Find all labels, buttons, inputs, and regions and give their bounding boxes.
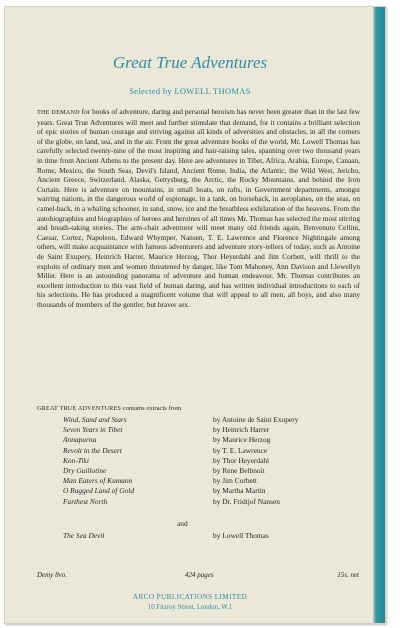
contents-author: by Lowell Thomas: [213, 530, 269, 540]
contents-title: Kon-Tiki: [63, 455, 89, 465]
blurb-paragraph: [37, 107, 360, 309]
contents-row: [63, 466, 363, 476]
contents-title: Annapurna: [63, 435, 97, 445]
contents-author: by Martha Martin: [213, 486, 266, 496]
contents-author: by Maurice Herzog: [213, 435, 271, 445]
contents-list: [63, 415, 363, 507]
contents-row: [63, 530, 363, 540]
jacket-spine-edge: [373, 7, 386, 623]
contents-row: [63, 415, 363, 425]
contents-title: Revolt in the Desert: [63, 445, 122, 455]
publisher-address: 10 Fitzroy Street, London, W.1: [147, 604, 233, 611]
book-price: 15s. net: [337, 571, 359, 579]
contents-author: by Heinrich Harrer: [213, 425, 270, 435]
contents-heading-rest: contains extracts from: [121, 405, 182, 412]
contents-title: O Rugged Land of Gold: [63, 486, 135, 496]
contents-title: Seven Years in Tibet: [63, 425, 123, 435]
editor-byline: Selected by LOWELL THOMAS: [129, 86, 251, 96]
contents-row: [63, 486, 363, 496]
contents-author: by Rene Belbnoit: [213, 466, 265, 476]
contents-title: The Sea Devil: [63, 530, 105, 540]
book-jacket-back: [4, 6, 386, 624]
book-format: Demy 8vo.: [37, 571, 67, 579]
contents-row: [63, 446, 363, 456]
contents-author: by Antoine de Saint Exupery: [213, 415, 299, 424]
contents-and: and: [177, 519, 188, 528]
contents-heading: [37, 405, 181, 412]
publisher-name: ARCO PUBLICATIONS LIMITED: [132, 593, 248, 601]
contents-title: Man Eaters of Kumaon: [63, 476, 133, 486]
contents-author: by Jim Corbett: [213, 476, 257, 486]
contents-row: [63, 476, 363, 486]
contents-row: [63, 435, 363, 445]
blurb-lead: THE DEMAND: [37, 109, 80, 116]
contents-title: Farthest North: [63, 496, 108, 506]
blurb-text: for books of adventure, daring and personal heroism has never been greater than in the last few years. Great True Adventures will meet and further stimulate that demand, for it contains a brilliant selection of epic stories of human courage and striving against all kinds of adversities and obstacles, in all the corners of the globe, on land, sea, and in the air. From the great adventure books of the world, Mr. Lowell Thomas has carefully selected twenty-nine of the most inspiring and hair-raising tales, spanning over two thousand years in time from Ancient Athens to the present day. Here are adventures in Tibet, Africa, Arabia, Europe, Canaan, Rome, Mexico, the South Seas, Devil's Island, Ancient Rome, India, the Atlantic, the Wild West, Jericho, Ancient Greece, Switzerland, Alaska, Gettysburg, the Arctic, the Rocky Mountains, and behind the Iron Curtain. Here is adventure on mountains, in small boats, on rafts, in Government departments, amongst warring nations, in the dangerous world of espionage, in a tank, on horseback, in aeroplanes, on the seas, on camel-back, in a whaling schooner, in sand, snow, ice and the breathless exhilaration of the heavens. From the autobiographies and biographies of heroes and heroines of all times Mr. Thomas has selected the most stirring and breath-taking stories. The arm-chair adventurer will meet many old friends again, Benvenuto Cellini, Caesar, Cortez, Napoleon, Edward Whymper, Nansen, T. E. Lawrence and Florence Nightingale among others, will make acquaintance with famous adventurers and adventure story-tellers of today, such as Antoine de Saint Exupery, Heinrich Harrer, Maurice Herzog, Thor Heyerdahl and Jim Corbett, will thrill to the exploits of ordinary men and women threatened by danger, like Tom Mahoney, Ann Davison and Llewellyn Miller. Here is an astounding panorama of adventure and human endeavour. Mr. Thomas contributes an excellent introduction to this vast field of human daring, and has written individual introductions to each of his selections. He has produced a magnificent volume that will appeal to all men, all boys, and also many thousands of members of the gentler, but braver sex.: [37, 107, 360, 309]
contents-final-entry: [63, 530, 363, 540]
contents-author: by Thor Heyerdahl: [213, 455, 270, 465]
contents-author: by T. E. Lawrence: [213, 445, 268, 455]
page-count: 424 pages: [185, 571, 214, 579]
contents-row: [63, 456, 363, 466]
contents-row: [63, 497, 363, 507]
contents-heading-lead: GREAT TRUE ADVENTURES: [37, 405, 122, 412]
book-title: Great True Adventures: [112, 53, 268, 72]
contents-title: Wind, Sand and Stars: [63, 415, 127, 424]
contents-row: [63, 425, 363, 435]
contents-author: by Dr. Fridtjof Nansen: [213, 496, 280, 506]
contents-title: Dry Guillotine: [63, 466, 107, 476]
